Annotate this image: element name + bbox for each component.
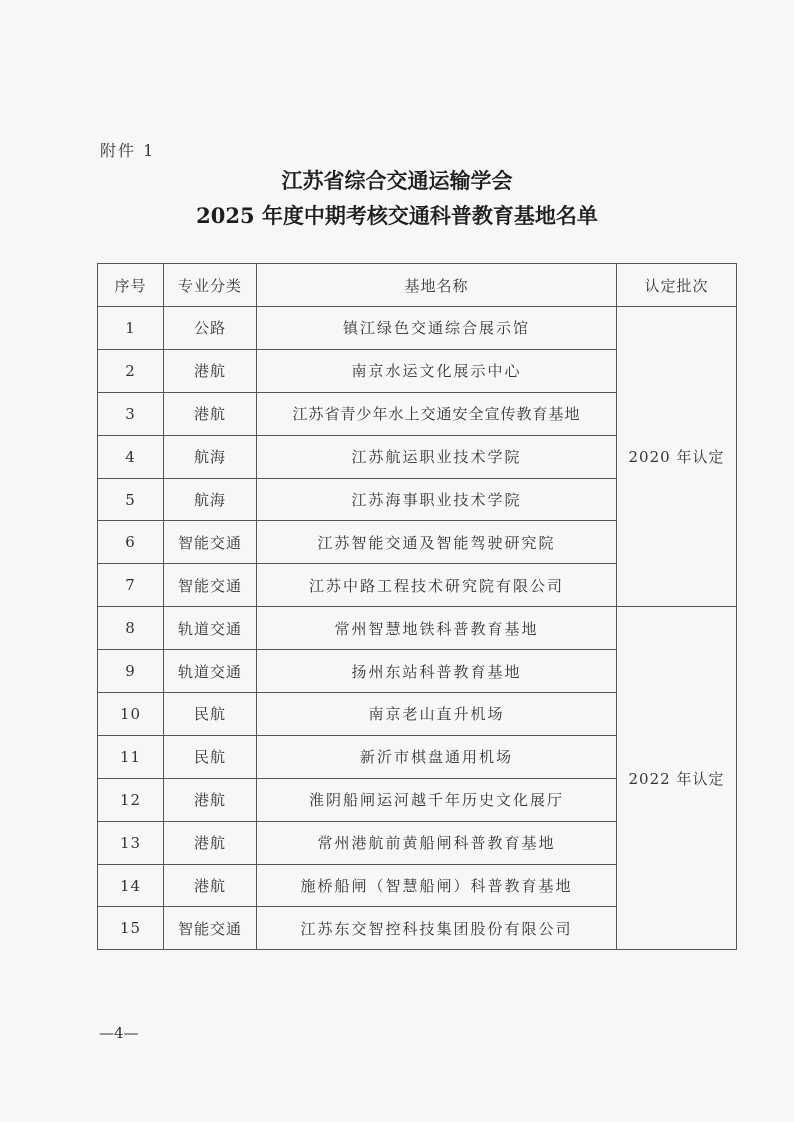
document-title-line1: 江苏省综合交通运输学会 bbox=[281, 168, 513, 193]
row-no: 8 bbox=[98, 607, 164, 650]
header-no: 序号 bbox=[98, 264, 164, 307]
row-no: 1 bbox=[98, 307, 164, 350]
row-category: 港航 bbox=[164, 778, 257, 821]
document-title-line2: 2025 年度中期考核交通科普教育基地名单 bbox=[196, 203, 598, 228]
row-category: 轨道交通 bbox=[164, 650, 257, 693]
header-base-name: 基地名称 bbox=[257, 264, 617, 307]
row-base-name: 江苏智能交通及智能驾驶研究院 bbox=[257, 521, 617, 564]
row-base-name: 新沂市棋盘通用机场 bbox=[257, 735, 617, 778]
header-batch: 认定批次 bbox=[617, 264, 737, 307]
row-base-name: 江苏航运职业技术学院 bbox=[257, 435, 617, 478]
row-category: 港航 bbox=[164, 392, 257, 435]
page-number: —4— bbox=[99, 1024, 139, 1042]
row-category: 智能交通 bbox=[164, 521, 257, 564]
row-no: 10 bbox=[98, 693, 164, 736]
row-no: 4 bbox=[98, 435, 164, 478]
row-base-name: 江苏海事职业技术学院 bbox=[257, 478, 617, 521]
row-category: 港航 bbox=[164, 864, 257, 907]
row-category: 轨道交通 bbox=[164, 607, 257, 650]
row-category: 港航 bbox=[164, 821, 257, 864]
row-category: 航海 bbox=[164, 435, 257, 478]
row-no: 12 bbox=[98, 778, 164, 821]
base-list-table bbox=[97, 263, 737, 950]
row-category: 公路 bbox=[164, 307, 257, 350]
row-category: 港航 bbox=[164, 349, 257, 392]
batch-cell-2022: 2022 年认定 bbox=[617, 607, 737, 950]
row-base-name: 施桥船闸（智慧船闸）科普教育基地 bbox=[257, 864, 617, 907]
table-row bbox=[98, 607, 737, 650]
table-row bbox=[98, 307, 737, 350]
row-no: 2 bbox=[98, 349, 164, 392]
row-base-name: 镇江绿色交通综合展示馆 bbox=[257, 307, 617, 350]
row-no: 11 bbox=[98, 735, 164, 778]
row-no: 15 bbox=[98, 907, 164, 950]
attachment-label: 附件 1 bbox=[100, 141, 156, 160]
row-base-name: 南京老山直升机场 bbox=[257, 693, 617, 736]
header-category: 专业分类 bbox=[164, 264, 257, 307]
row-category: 航海 bbox=[164, 478, 257, 521]
row-category: 民航 bbox=[164, 693, 257, 736]
row-base-name: 江苏东交智控科技集团股份有限公司 bbox=[257, 907, 617, 950]
row-category: 智能交通 bbox=[164, 907, 257, 950]
row-base-name: 常州港航前黄船闸科普教育基地 bbox=[257, 821, 617, 864]
row-base-name: 南京水运文化展示中心 bbox=[257, 349, 617, 392]
batch-cell-2020: 2020 年认定 bbox=[617, 307, 737, 607]
row-base-name: 江苏中路工程技术研究院有限公司 bbox=[257, 564, 617, 607]
row-base-name: 淮阴船闸运河越千年历史文化展厅 bbox=[257, 778, 617, 821]
row-no: 6 bbox=[98, 521, 164, 564]
row-no: 9 bbox=[98, 650, 164, 693]
table-header-row bbox=[98, 264, 737, 307]
row-base-name: 江苏省青少年水上交通安全宣传教育基地 bbox=[257, 392, 617, 435]
row-no: 7 bbox=[98, 564, 164, 607]
row-no: 14 bbox=[98, 864, 164, 907]
row-category: 智能交通 bbox=[164, 564, 257, 607]
row-no: 5 bbox=[98, 478, 164, 521]
row-category: 民航 bbox=[164, 735, 257, 778]
row-base-name: 常州智慧地铁科普教育基地 bbox=[257, 607, 617, 650]
row-no: 13 bbox=[98, 821, 164, 864]
row-base-name: 扬州东站科普教育基地 bbox=[257, 650, 617, 693]
row-no: 3 bbox=[98, 392, 164, 435]
